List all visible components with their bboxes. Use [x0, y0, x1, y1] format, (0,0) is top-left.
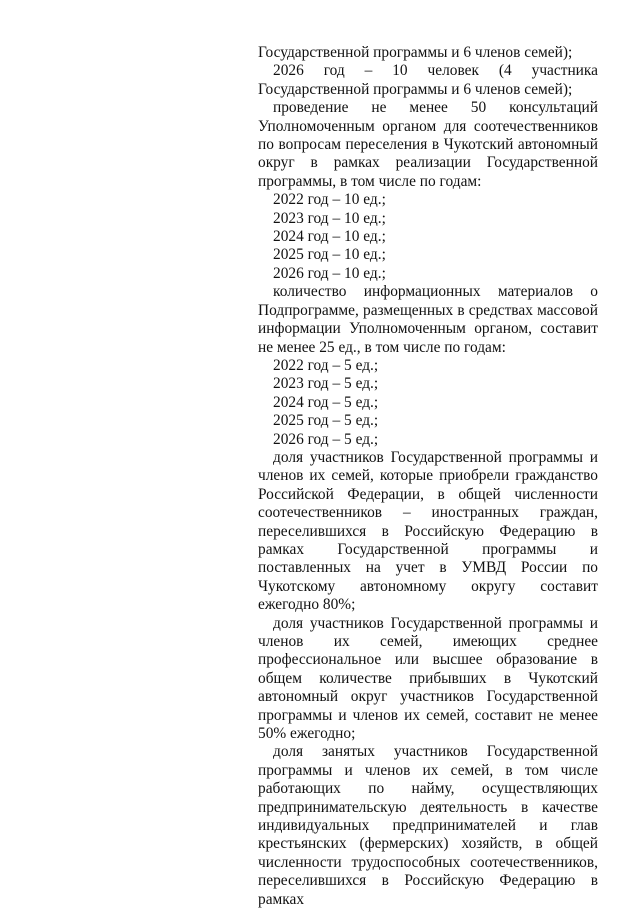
list-item-materials-2025: 2025 год – 5 ед.; — [273, 412, 379, 430]
paragraph-employment-share: доля занятых участников Государственной программы и членов их семей, в том числе работающих по найму, осуществляющих предпринимательскую деятельность в качестве индивидуальных предпринимателей и глав крестьянских (фермерских) хозяйств, в общей численности трудоспособных соотечественников, переселившихся в Российскую Федерацию в рамках — [258, 743, 598, 908]
paragraph-continuation: Государственной программы и 6 членов семей); — [258, 44, 573, 61]
list-item-consultations-2022: 2022 год – 10 ед.; — [273, 191, 386, 209]
paragraph-education-share: доля участников Государственной программы и членов их семей, имеющих среднее профессиональное или высшее образование в общем количестве прибывших в Чукотский автономный округ участников Государственной программы и членов их семей, составит не менее 50% ежегодно; — [258, 614, 598, 743]
document-body — [258, 44, 598, 909]
paragraph-info-materials: количество информационных материалов о Подпрограмме, размещенных в средствах массовой информации Уполномоченным органом, составит не менее 25 ед., в том числе по годам: — [258, 283, 598, 356]
list-item-materials-2026: 2026 год – 5 ед.; — [273, 430, 379, 448]
list-item-materials-2024: 2024 год – 5 ед.; — [273, 393, 379, 411]
list-item-consultations-2025: 2025 год – 10 ед.; — [273, 246, 386, 264]
list-item-consultations-2023: 2023 год – 10 ед.; — [273, 209, 386, 227]
paragraph-consultations: проведение не менее 50 консультаций Уполномоченным органом для соотечественников по вопросам переселения в Чукотский автономный округ в рамках реализации Государственной программы, в том числе по годам: — [258, 99, 598, 190]
paragraph-2026-participants: 2026 год – 10 человек (4 участника Государственной программы и 6 членов семей); — [258, 62, 598, 98]
paragraph-citizenship-share: доля участников Государственной программы и членов их семей, которые приобрели гражданство Российской Федерации, в общей численности соотечественников – иностранных граждан, переселившихся в Российскую Федерацию в рамках Государственной программы и поставленных на учет в УМВД России по Чукотскому автономному округу составит ежегодно 80%; — [258, 448, 598, 614]
list-item-materials-2022: 2022 год – 5 ед.; — [273, 356, 379, 374]
list-item-consultations-2026: 2026 год – 10 ед.; — [273, 264, 386, 282]
list-item-consultations-2024: 2024 год – 10 ед.; — [273, 228, 386, 246]
list-item-materials-2023: 2023 год – 5 ед.; — [273, 375, 379, 393]
